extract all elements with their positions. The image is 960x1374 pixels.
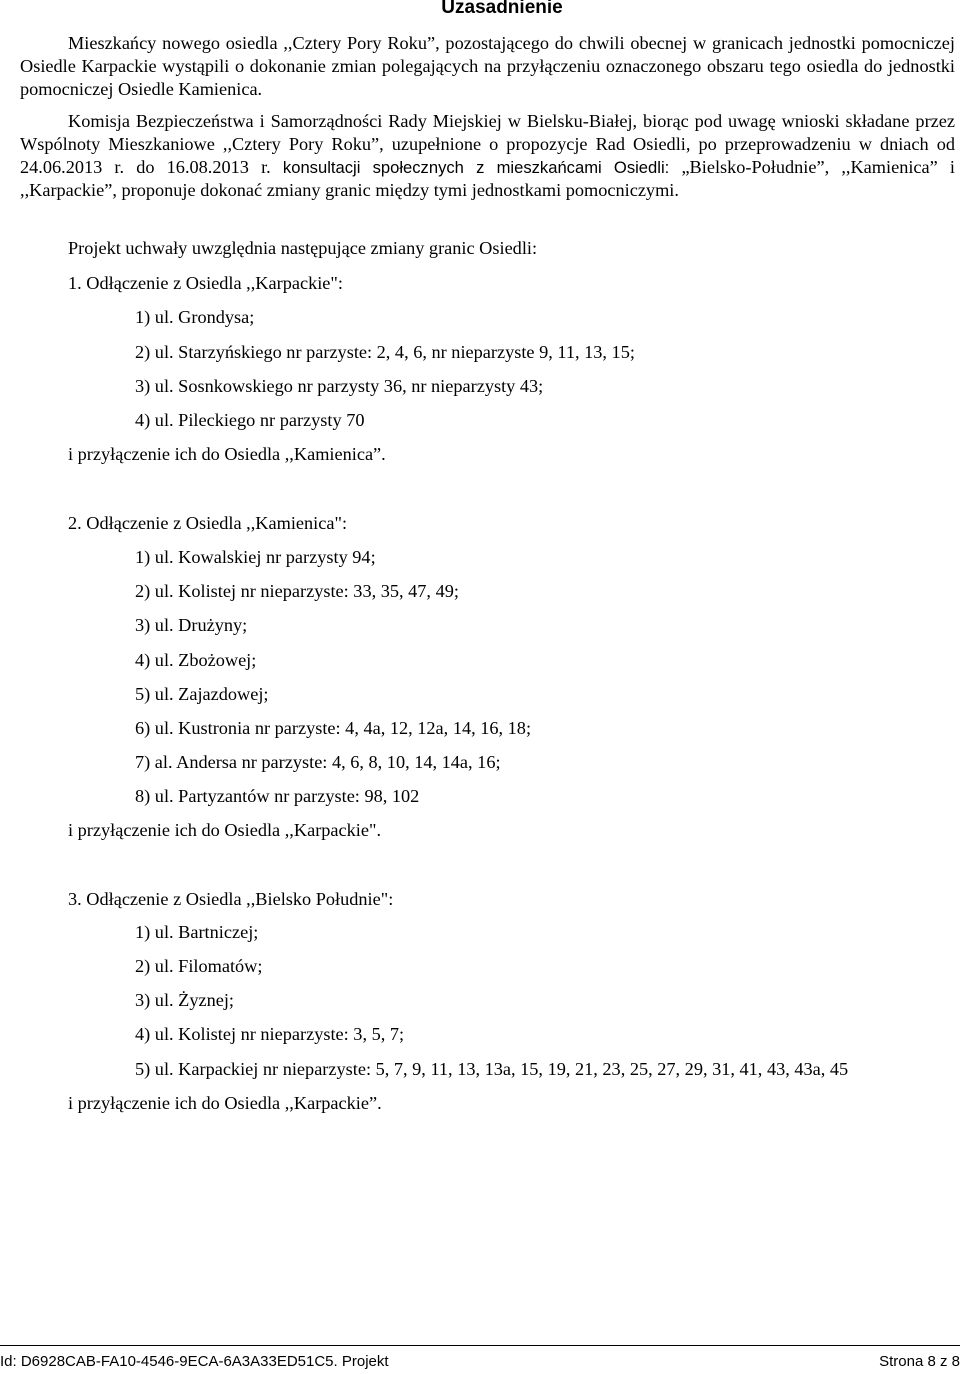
page-footer [0,1345,960,1370]
section-3-closing: i przyłączenie ich do Osiedla ,,Karpackie”. [68,1093,382,1113]
page-number: Strona 8 z 8 [879,1353,960,1370]
list-item: 3) ul. Żyznej; [135,990,234,1010]
paragraph-commission-text-3: „Bielsko-Południe”, ,,Kamienica” i ,,Karpackie”, proponuje dokonać zmiany granic między tymi jednostkami pomocniczymi. [20,156,956,201]
list-item: 8) ul. Partyzantów nr parzyste: 98, 102 [135,786,420,806]
section-2-heading: 2. Odłączenie z Osiedla ,,Kamienica": [68,513,348,533]
list-item: 6) ul. Kustronia nr parzyste: 4, 4a, 12, 12a, 14, 16, 18; [135,718,532,738]
list-item: 5) ul. Zajazdowej; [135,684,269,704]
list-item: 7) al. Andersa nr parzyste: 4, 6, 8, 10, 14, 14a, 16; [135,752,501,772]
changes-intro: Projekt uchwały uwzględnia następujące zmiany granic Osiedli: [68,238,538,258]
paragraph-commission-text-1: Komisja Bezpieczeństwa i Samorządności Rady Miejskiej w Bielsku-Białej, biorąc pod uwagę wnioski składane przez Wspólnoty Mieszkaniowe ,,Cztery Pory Roku”, uzupełnione o propozycje Rad Osiedli, po przeprowadzeniu w dniach od 24.06.2013 r. do 16.08.2013 r. [20,111,955,177]
paragraph-commission [20,110,955,202]
section-1-closing: i przyłączenie ich do Osiedla ,,Kamienica”. [68,444,386,464]
document-id: Id: D6928CAB-FA10-4546-9ECA-6A3A33ED51C5. Projekt [0,1353,389,1370]
list-item: 1) ul. Kowalskiej nr parzysty 94; [135,547,376,567]
list-item: 1) ul. Bartniczej; [135,922,259,942]
list-item: 2) ul. Starzyńskiego nr parzyste: 2, 4, 6, nr nieparzyste 9, 11, 13, 15; [135,342,635,362]
list-item: 4) ul. Kolistej nr nieparzyste: 3, 5, 7; [135,1024,405,1044]
list-item: 4) ul. Pileckiego nr parzysty 70 [135,410,365,430]
section-3-heading: 3. Odłączenie z Osiedla ,,Bielsko Południe": [68,889,394,909]
list-item: 3) ul. Drużyny; [135,615,248,635]
list-item: 1) ul. Grondysa; [135,307,255,327]
section-1-heading: 1. Odłączenie z Osiedla ,,Karpackie": [68,273,343,293]
paragraph-petition: Mieszkańcy nowego osiedla ,,Cztery Pory Roku”, pozostającego do chwili obecnej w granicach jednostki pomocniczej Osiedle Karpackie wystąpili o dokonanie zmian polegających na przyłączeniu oznaczonego obszaru tego osiedla do jednostki pomocniczej Osiedle Kamienica. [20,33,955,99]
list-item: 4) ul. Zbożowej; [135,650,257,670]
list-item: 2) ul. Filomatów; [135,956,263,976]
list-item: 2) ul. Kolistej nr nieparzyste: 33, 35, 47, 49; [135,581,459,601]
paragraph-commission-text-2: konsultacji społecznych z mieszkańcami Osiedli: [282,157,670,177]
list-item: 5) ul. Karpackiej nr nieparzyste: 5, 7, 9, 11, 13, 13a, 15, 19, 21, 23, 25, 27, 29, 31, 41, 43, 43a, 45 [135,1059,849,1079]
list-item: 3) ul. Sosnkowskiego nr parzysty 36, nr nieparzysty 43; [135,376,544,396]
document-title: Uzasadnienie [441,0,563,18]
section-2-closing: i przyłączenie ich do Osiedla ,,Karpackie". [68,820,382,840]
